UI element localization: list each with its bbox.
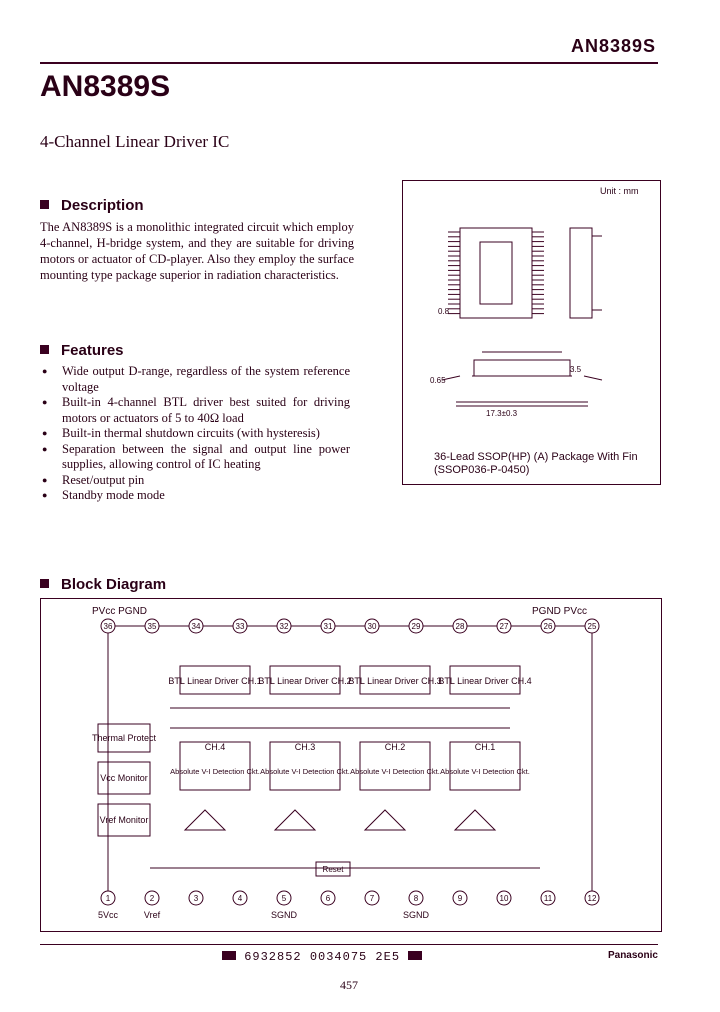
top-pin-label: 34 <box>191 622 201 631</box>
list-item: ● Built-in 4-channel BTL driver best suited for driving motors or actuators of 5 to 40Ω load <box>40 395 350 426</box>
channel-label: CH.2 <box>384 742 406 752</box>
bullet-square-icon <box>40 579 49 588</box>
top-pin-label: 35 <box>147 622 157 631</box>
features-list <box>40 364 350 504</box>
detector-block-label: Absolute V-I Detection Ckt. <box>170 767 260 776</box>
svg-text:3.5: 3.5 <box>570 365 582 374</box>
list-item: ● Wide output D-range, regardless of the system reference voltage <box>40 364 350 395</box>
svg-text:0.65: 0.65 <box>430 376 446 385</box>
bottom-pin-label: 10 <box>499 894 509 903</box>
top-pin-label: 27 <box>499 622 509 631</box>
bottom-sgnd-label: SGND <box>270 910 298 920</box>
block-diagram-heading: Block Diagram <box>40 576 166 593</box>
header-part-code: AN8389S <box>570 36 656 56</box>
top-pin-label: 36 <box>103 622 113 631</box>
driver-block-label: BTL Linear Driver CH.4 <box>438 676 532 686</box>
bottom-pin-label: 4 <box>237 894 243 903</box>
svg-text:0.8: 0.8 <box>438 307 450 316</box>
driver-block-label: BTL Linear Driver CH.3 <box>348 676 442 686</box>
list-item: ● Standby mode mode <box>40 488 350 504</box>
top-pin-label: 31 <box>323 622 333 631</box>
bottom-pin-label: 1 <box>105 894 111 903</box>
bottom-pin-label: 5 <box>281 894 287 903</box>
package-caption: 36-Lead SSOP(HP) (A) Package With Fin (SSOP036-P-0450) <box>434 451 638 476</box>
list-item: ● Separation between the signal and output line power supplies, allowing control of IC heating <box>40 442 350 473</box>
bullet-square-icon <box>40 200 49 209</box>
bottom-supply-label: 5Vcc <box>97 910 119 920</box>
bottom-pin-label: 2 <box>149 894 155 903</box>
reset-block-label: Reset <box>322 865 344 874</box>
top-pin-label: 32 <box>279 622 289 631</box>
barcode-square-icon <box>222 951 236 960</box>
driver-block-label: BTL Linear Driver CH.2 <box>258 676 352 686</box>
description-heading: Description <box>40 197 144 214</box>
detector-block-label: Absolute V-I Detection Ckt. <box>440 767 530 776</box>
top-left-supply-label: PVcc PGND <box>92 606 148 617</box>
bottom-pin-label: 6 <box>325 894 331 903</box>
top-pin-label: 25 <box>587 622 597 631</box>
top-pin-label: 28 <box>455 622 465 631</box>
footer-barcode: 6932852 0034075 2E5 <box>222 950 422 964</box>
list-item: ● Reset/output pin <box>40 473 350 489</box>
top-right-supply-label: PGND PVcc <box>532 606 588 617</box>
top-pin-label: 29 <box>411 622 421 631</box>
detector-block-label: Absolute V-I Detection Ckt. <box>350 767 440 776</box>
bottom-vref-label: Vref <box>143 910 161 920</box>
block-diagram <box>40 598 660 930</box>
description-text: The AN8389S is a monolithic integrated circuit which employ 4-channel, H-bridge system, and they are suitable for driving motors or actuator of CD-player. Also they employ the surface mounting type package superior in radiation characteristics. <box>40 220 354 282</box>
bullet-square-icon <box>40 345 49 354</box>
driver-block-label: BTL Linear Driver CH.1 <box>168 676 262 686</box>
side-block-label: Vref Monitor <box>99 815 149 825</box>
list-item: ● Built-in thermal shutdown circuits (with hysteresis) <box>40 426 350 442</box>
package-drawing <box>402 180 660 450</box>
bottom-pin-label: 11 <box>543 894 553 903</box>
features-heading: Features <box>40 342 124 359</box>
bottom-pin-label: 3 <box>193 894 199 903</box>
side-block-label: Thermal Protect <box>91 733 157 743</box>
barcode-square-icon <box>408 951 422 960</box>
page-title: AN8389S <box>40 70 171 103</box>
bottom-pin-label: 9 <box>457 894 463 903</box>
channel-label: CH.3 <box>294 742 316 752</box>
page-subtitle: 4-Channel Linear Driver IC <box>40 132 230 151</box>
top-pin-label: 26 <box>543 622 553 631</box>
side-block-label: Vcc Monitor <box>100 773 148 783</box>
svg-text:17.3±0.3: 17.3±0.3 <box>486 409 518 418</box>
bottom-sgnd-label: SGND <box>402 910 430 920</box>
header-rule <box>40 62 658 64</box>
channel-label: CH.1 <box>474 742 496 752</box>
footer-rule <box>40 944 658 945</box>
bottom-pin-label: 12 <box>587 894 597 903</box>
top-pin-label: 30 <box>367 622 377 631</box>
channel-label: CH.4 <box>204 742 226 752</box>
brand-logo: Panasonic <box>607 950 658 961</box>
bottom-pin-label: 8 <box>413 894 419 903</box>
bottom-pin-label: 7 <box>369 894 375 903</box>
bottom-pin-row <box>101 891 599 905</box>
package-unit: Unit : mm <box>600 186 639 196</box>
top-pin-label: 33 <box>235 622 245 631</box>
detector-block-label: Absolute V-I Detection Ckt. <box>260 767 350 776</box>
page-number: 457 <box>340 978 358 992</box>
